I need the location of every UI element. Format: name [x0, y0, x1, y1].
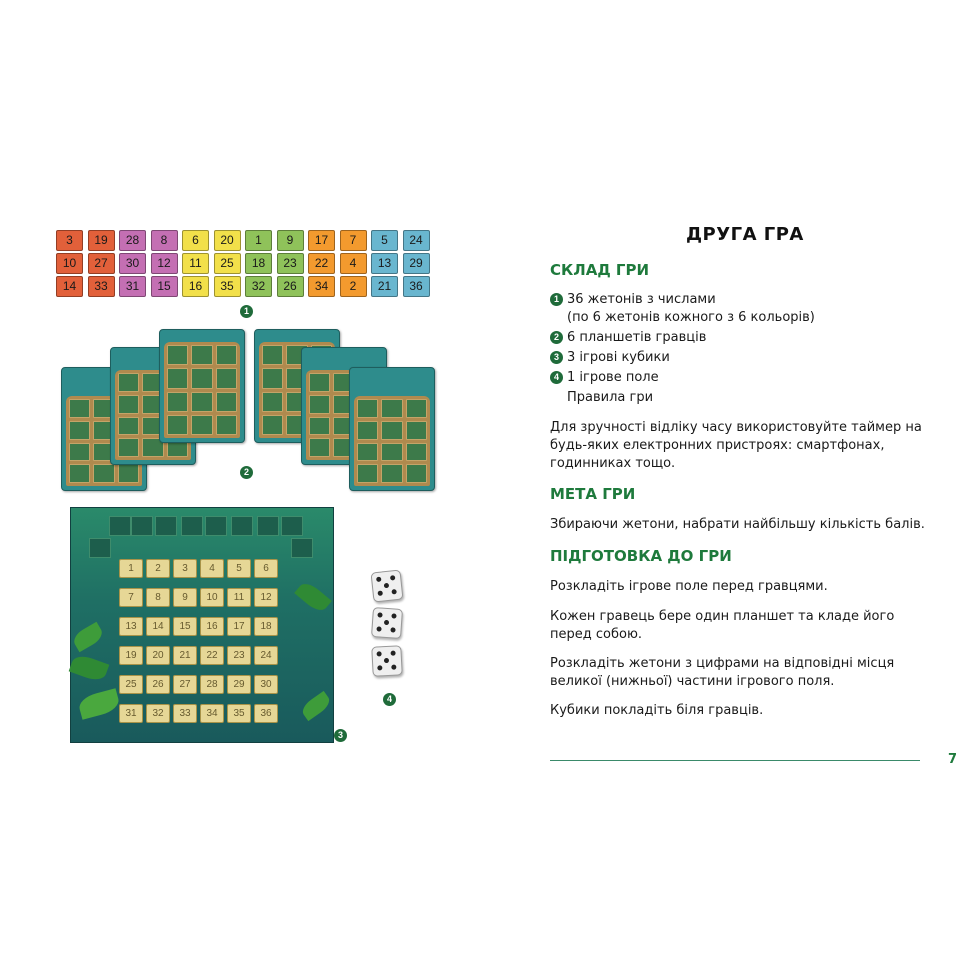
board-cell — [262, 415, 283, 435]
board-number-tile: 25 — [119, 675, 143, 694]
scoring-slot — [181, 516, 203, 536]
board-cell — [309, 438, 330, 457]
board-cell — [309, 373, 330, 392]
board-cell — [406, 443, 427, 462]
timer-note: Для зручності відліку часу використовуйте таймер на будь-яких електронних пристроях: смартфонах, годинниках тощо. — [550, 420, 922, 471]
callout-marker: 2 — [550, 331, 563, 344]
board-number-tile: 34 — [200, 704, 224, 723]
board-number-tile: 14 — [146, 617, 170, 636]
board-number-tile: 8 — [146, 588, 170, 607]
board-number-tile: 27 — [173, 675, 197, 694]
list-item-text: 1 ігрове поле — [567, 370, 659, 385]
callout-1: 1 — [240, 305, 253, 318]
board-number-tile: 16 — [200, 617, 224, 636]
board-number-tile: 31 — [119, 704, 143, 723]
scoring-slot — [257, 516, 279, 536]
board-number-tile: 20 — [146, 646, 170, 665]
list-item — [550, 369, 659, 387]
setup-step: Розкладіть ігрове поле перед гравцями. — [550, 579, 828, 594]
die — [371, 607, 403, 639]
board-cell — [191, 392, 212, 412]
number-tile: 25 — [214, 253, 241, 274]
number-tile: 7 — [340, 230, 367, 251]
tile-column — [56, 230, 83, 299]
number-tile: 19 — [88, 230, 115, 251]
board-cell — [216, 345, 237, 365]
list-item-sub: (по 6 жетонів кожного з 6 кольорів) — [567, 310, 815, 325]
board-number-tile: 13 — [119, 617, 143, 636]
callout-marker: 1 — [550, 293, 563, 306]
number-tile: 9 — [277, 230, 304, 251]
number-tile: 20 — [214, 230, 241, 251]
number-tile: 12 — [151, 253, 178, 274]
board-number-tile: 36 — [254, 704, 278, 723]
leaf-decoration — [71, 622, 106, 653]
number-tile: 36 — [403, 276, 430, 297]
number-tile: 1 — [245, 230, 272, 251]
board-cell — [118, 395, 139, 414]
board-number-tile: 11 — [227, 588, 251, 607]
setup-step: Кожен гравець бере один планшет та кладе його перед собою. — [550, 609, 895, 642]
number-tile: 8 — [151, 230, 178, 251]
tile-column — [119, 230, 146, 299]
board-number-tile: 2 — [146, 559, 170, 578]
board-number-tile: 19 — [119, 646, 143, 665]
board-number-tile: 29 — [227, 675, 251, 694]
callout-marker: 3 — [550, 351, 563, 364]
number-tile: 26 — [277, 276, 304, 297]
scoring-slot — [281, 516, 303, 536]
number-tile: 5 — [371, 230, 398, 251]
tile-column — [182, 230, 209, 299]
board-number-tile: 10 — [200, 588, 224, 607]
tile-column — [245, 230, 272, 299]
board-number-tile: 5 — [227, 559, 251, 578]
tile-column — [88, 230, 115, 299]
board-cell — [262, 392, 283, 412]
board-cell — [357, 443, 378, 462]
leaf-decoration — [69, 652, 110, 683]
list-item-text: 3 ігрові кубики — [567, 350, 670, 365]
number-tile: 4 — [340, 253, 367, 274]
board-number-tile: 17 — [227, 617, 251, 636]
board-cell — [191, 345, 212, 365]
number-tile: 28 — [119, 230, 146, 251]
callout-3: 3 — [334, 729, 347, 742]
number-tile: 18 — [245, 253, 272, 274]
tile-column — [403, 230, 430, 299]
board-cell — [381, 464, 402, 483]
die — [371, 570, 404, 603]
tile-column — [151, 230, 178, 299]
board-cell — [118, 417, 139, 436]
board-cell — [191, 415, 212, 435]
scoring-slot — [131, 516, 153, 536]
number-tile: 34 — [308, 276, 335, 297]
board-number-tile: 22 — [200, 646, 224, 665]
board-cell — [167, 415, 188, 435]
number-tile: 29 — [403, 253, 430, 274]
board-number-tile: 26 — [146, 675, 170, 694]
setup-step: Кубики покладіть біля гравців. — [550, 703, 764, 718]
number-tile: 13 — [371, 253, 398, 274]
board-cell — [167, 392, 188, 412]
tile-column — [308, 230, 335, 299]
number-tile: 17 — [308, 230, 335, 251]
number-tile: 6 — [182, 230, 209, 251]
number-tile: 31 — [119, 276, 146, 297]
board-cell — [406, 399, 427, 418]
callout-4: 4 — [383, 693, 396, 706]
board-cell — [262, 368, 283, 388]
callout-marker: 4 — [550, 371, 563, 384]
board-cell — [69, 399, 90, 418]
number-tile: 32 — [245, 276, 272, 297]
tile-column — [214, 230, 241, 299]
number-tile: 11 — [182, 253, 209, 274]
board-cell — [216, 415, 237, 435]
game-board — [70, 507, 334, 743]
goal-text: Збираючи жетони, набрати найбільшу кількість балів. — [550, 517, 925, 532]
board-cell — [216, 392, 237, 412]
board-number-tile: 6 — [254, 559, 278, 578]
board-cell — [381, 443, 402, 462]
board-number-tile: 9 — [173, 588, 197, 607]
board-number-tile: 32 — [146, 704, 170, 723]
list-item — [550, 291, 716, 309]
scoring-slot — [291, 538, 313, 558]
setup-heading: ПІДГОТОВКА ДО ГРИ — [550, 547, 732, 565]
list-item — [550, 349, 670, 367]
board-cell — [167, 368, 188, 388]
board-cell — [262, 345, 283, 365]
setup-step: Розкладіть жетони з цифрами на відповідні місця великої (нижньої) частини ігрового поля. — [550, 656, 895, 689]
board-cell — [118, 373, 139, 392]
board-cell — [309, 395, 330, 414]
tile-column — [340, 230, 367, 299]
callout-2: 2 — [240, 466, 253, 479]
board-cell — [381, 421, 402, 440]
board-number-tile: 21 — [173, 646, 197, 665]
board-number-tile: 1 — [119, 559, 143, 578]
board-cell — [69, 443, 90, 462]
rules-line: Правила гри — [567, 390, 654, 405]
player-board — [159, 329, 245, 443]
board-cell — [118, 464, 139, 483]
board-number-tile: 30 — [254, 675, 278, 694]
board-number-tile: 33 — [173, 704, 197, 723]
board-number-tile: 7 — [119, 588, 143, 607]
number-tile: 3 — [56, 230, 83, 251]
goal-heading: МЕТА ГРИ — [550, 485, 636, 503]
leaf-decoration — [299, 691, 333, 721]
board-number-tile: 24 — [254, 646, 278, 665]
board-number-tile: 15 — [173, 617, 197, 636]
number-tile: 14 — [56, 276, 83, 297]
number-tile: 15 — [151, 276, 178, 297]
board-number-tile: 3 — [173, 559, 197, 578]
composition-heading: СКЛАД ГРИ — [550, 261, 650, 279]
board-cell — [93, 464, 114, 483]
board-cell — [167, 345, 188, 365]
number-tile: 16 — [182, 276, 209, 297]
number-tile: 35 — [214, 276, 241, 297]
board-cell — [69, 421, 90, 440]
board-cell — [118, 438, 139, 457]
board-number-tile: 18 — [254, 617, 278, 636]
board-number-tile: 12 — [254, 588, 278, 607]
board-cell — [357, 464, 378, 483]
scoring-slot — [155, 516, 177, 536]
board-cell — [406, 464, 427, 483]
number-tile: 23 — [277, 253, 304, 274]
board-cell — [381, 399, 402, 418]
scoring-slot — [231, 516, 253, 536]
number-tile: 2 — [340, 276, 367, 297]
board-cell — [406, 421, 427, 440]
number-tile: 27 — [88, 253, 115, 274]
die — [371, 645, 403, 677]
number-tile: 33 — [88, 276, 115, 297]
page-title: ДРУГА ГРА — [686, 224, 804, 245]
board-cell — [357, 421, 378, 440]
number-tile: 22 — [308, 253, 335, 274]
list-item-text: 6 планшетів гравців — [567, 330, 707, 345]
board-cell — [309, 417, 330, 436]
number-tile: 10 — [56, 253, 83, 274]
scoring-slot — [109, 516, 131, 536]
list-item — [550, 329, 706, 347]
scoring-slot — [205, 516, 227, 536]
leaf-decoration — [77, 688, 121, 720]
board-cell — [69, 464, 90, 483]
board-cell — [216, 368, 237, 388]
board-cell — [191, 368, 212, 388]
player-board — [349, 367, 435, 491]
leaf-decoration — [294, 579, 332, 615]
board-number-tile: 28 — [200, 675, 224, 694]
page-number: 7 — [948, 752, 958, 767]
tile-column — [277, 230, 304, 299]
board-cell — [357, 399, 378, 418]
number-tile: 21 — [371, 276, 398, 297]
tile-column — [371, 230, 398, 299]
board-number-tile: 23 — [227, 646, 251, 665]
list-item-text: 36 жетонів з числами — [567, 292, 716, 307]
board-number-tile: 35 — [227, 704, 251, 723]
board-number-tile: 4 — [200, 559, 224, 578]
number-tile: 30 — [119, 253, 146, 274]
scoring-slot — [89, 538, 111, 558]
number-tile: 24 — [403, 230, 430, 251]
footer-rule — [550, 760, 920, 761]
